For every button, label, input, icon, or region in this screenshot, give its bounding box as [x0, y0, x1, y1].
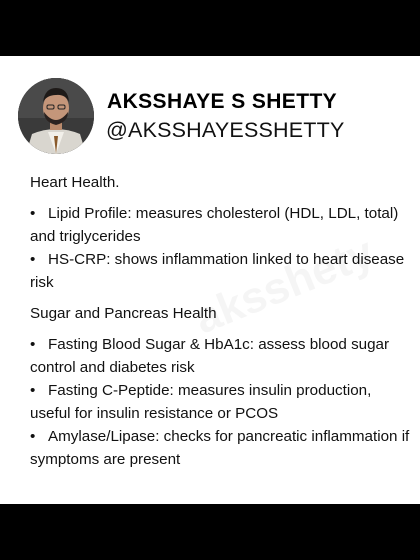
avatar[interactable] [18, 78, 94, 154]
list-item [30, 248, 410, 294]
section-sugar-pancreas [30, 302, 410, 471]
bottom-letterbox-bar [0, 504, 420, 560]
list-item-text: Amylase/Lipase: checks for pancreatic inflammation if symptoms are present [30, 428, 410, 468]
bullet-icon: • [30, 428, 36, 445]
list-item [30, 425, 410, 471]
post-text [30, 171, 410, 479]
bullet-icon: • [30, 251, 36, 268]
list-item [30, 379, 410, 425]
list-item [30, 333, 410, 379]
list-item-text: Fasting C-Peptide: measures insulin production, useful for insulin resistance or PCOS [30, 382, 372, 422]
list-item [30, 202, 410, 248]
profile-photo-icon [18, 78, 94, 154]
bullet-icon: • [30, 382, 36, 399]
list-item-text: Lipid Profile: measures cholesterol (HDL, LDL, total) and triglycerides [30, 205, 399, 245]
list-item-text: Fasting Blood Sugar & HbA1c: assess blood sugar control and diabetes risk [30, 336, 390, 376]
bullet-icon: • [30, 205, 36, 222]
profile-name[interactable]: AKSSHAYE S SHETTY [107, 90, 338, 113]
profile-handle[interactable]: @AKSSHAYESSHETTY [106, 118, 345, 142]
section-title: Sugar and Pancreas Health [30, 305, 217, 322]
section-heart-health [30, 171, 410, 294]
list-item-text: HS-CRP: shows inflammation linked to heart disease risk [30, 251, 405, 291]
post-card [0, 56, 420, 504]
top-letterbox-bar [0, 0, 420, 56]
section-title: Heart Health. [30, 174, 120, 191]
bullet-icon: • [30, 336, 36, 353]
